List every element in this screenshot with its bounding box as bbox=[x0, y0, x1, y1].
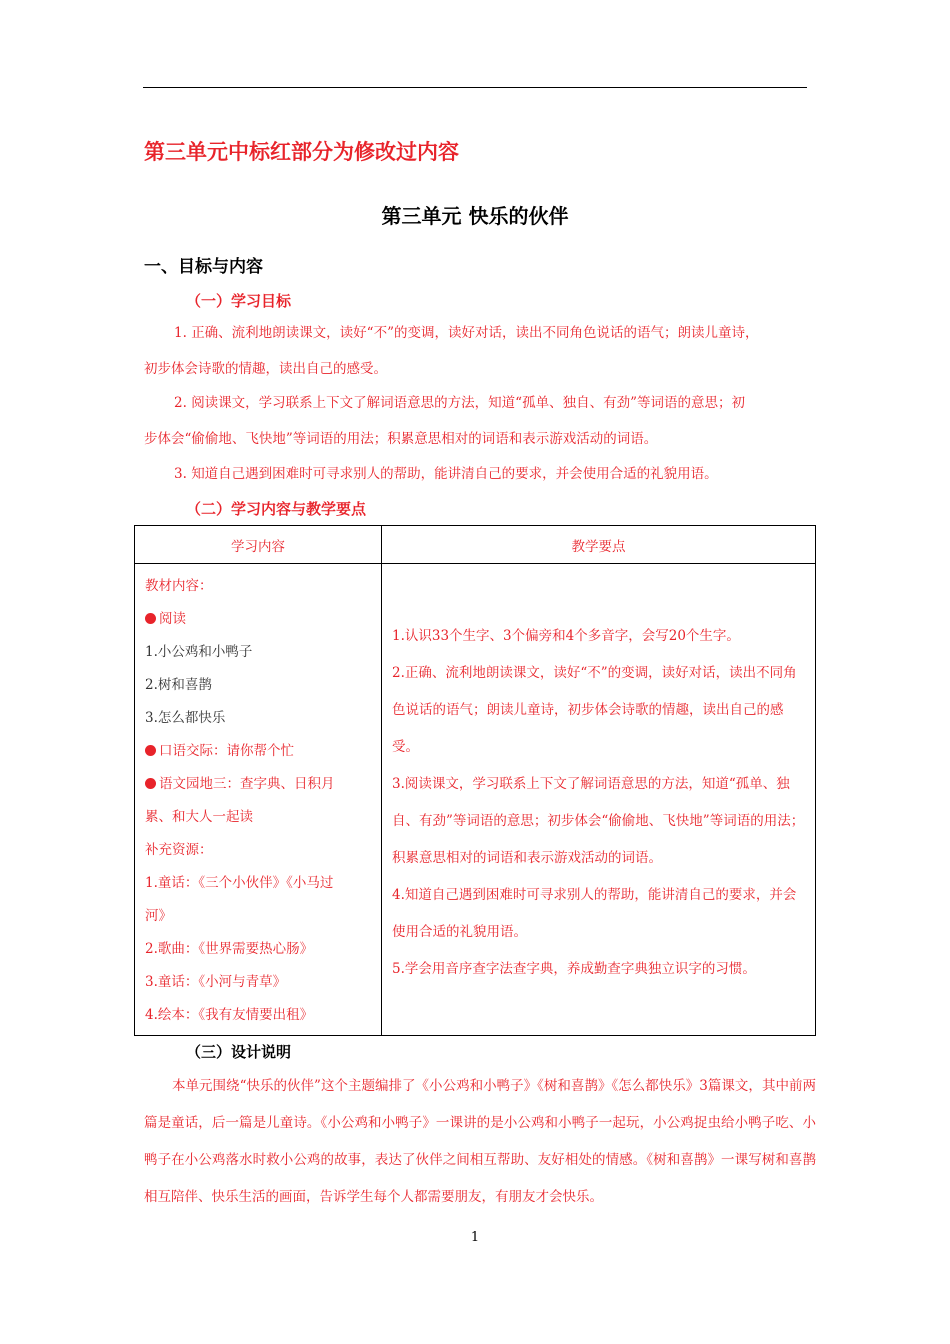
bullet-dot-icon bbox=[145, 778, 156, 789]
content-list bbox=[135, 564, 381, 1032]
list-item: 2.正确、流利地朗读课文，读好“不”的变调，读好对话，读出不同角色说话的语气；朗读儿童诗，初步体会诗歌的情趣，读出自己的感受。 bbox=[392, 665, 797, 755]
goal-1-line1: 正确、流利地朗读课文，读好“不”的变调，读好对话，读出不同角色说话的语气；朗读儿童诗， bbox=[191, 325, 759, 341]
list-item: 2.歌曲：《世界需要热心肠》 bbox=[145, 941, 314, 957]
supplement-label: 补充资源： bbox=[145, 842, 213, 858]
subheading-content-and-points: （二）学习内容与教学要点 bbox=[186, 500, 367, 518]
list-item: 1.认识33个生字、3个偏旁和4个多音字，会写20个生字。 bbox=[392, 628, 740, 644]
bullet-dot-icon bbox=[145, 745, 156, 756]
textbook-label: 教材内容： bbox=[145, 578, 213, 594]
table-row bbox=[135, 564, 816, 1036]
bullet-dot-icon bbox=[145, 613, 156, 624]
design-notes-paragraph: 本单元围绕“快乐的伙伴”这个主题编排了《小公鸡和小鸭子》《树和喜鹊》《怎么都快乐》3篇课文，其中前两篇是童话，后一篇是儿童诗。《小公鸡和小鸭子》一课讲的是小公鸡和小鸭子一起玩，小公鸡捉虫给小鸭子吃、小鸭子在小公鸡落水时救小公鸡的故事，表达了伙伴之间相互帮助、友好相处的情感。《树和喜鹊》一课写树和喜鹊相互陪伴、快乐生活的画面，告诉学生每个人都需要朋友，有朋友才会快乐。 bbox=[144, 1078, 816, 1205]
goal-3-line1: 知道自己遇到困难时可寻求别人的帮助，能讲清自己的要求，并会使用合适的礼貌用语。 bbox=[191, 466, 718, 482]
col-header-teaching-points: 教学要点 bbox=[382, 526, 816, 564]
goal-3-num: 3. bbox=[174, 466, 187, 482]
list-item: 4.知道自己遇到困难时可寻求别人的帮助，能讲清自己的要求，并会使用合适的礼貌用语。 bbox=[392, 887, 797, 940]
goal-2 bbox=[144, 385, 816, 457]
header-rule bbox=[143, 87, 807, 88]
goal-2-line2: 步体会“偷偷地、飞快地”等词语的用法；积累意思相对的词语和表示游戏活动的词语。 bbox=[144, 431, 658, 447]
list-item: 1.小公鸡和小鸭子 bbox=[145, 644, 253, 660]
list-item: 3.阅读课文，学习联系上下文了解词语意思的方法，知道“孤单、独自、有劲”等词语的意思；初步体会“偷偷地、飞快地”等词语的用法；积累意思相对的词语和表示游戏活动的词语。 bbox=[392, 776, 805, 866]
list-item: 2.树和喜鹊 bbox=[145, 677, 212, 693]
content-table bbox=[134, 525, 816, 1036]
list-item: 4.绘本：《我有友情要出租》 bbox=[145, 1007, 314, 1023]
section-heading-goals-content: 一、目标与内容 bbox=[144, 257, 263, 277]
page-number: 1 bbox=[470, 1230, 480, 1245]
list-item-oral: 口语交际：请你帮个忙 bbox=[145, 735, 371, 768]
goal-1-num: 1. bbox=[174, 325, 187, 341]
content-cell bbox=[135, 564, 382, 1036]
list-item-reading: 阅读 bbox=[145, 603, 371, 636]
list-item-garden: 语文园地三：查字典、日积月 bbox=[145, 768, 371, 801]
subheading-design-notes: （三）设计说明 bbox=[186, 1043, 292, 1061]
list-item: 3.怎么都快乐 bbox=[145, 710, 226, 726]
goal-1-line2: 初步体会诗歌的情趣，读出自己的感受。 bbox=[144, 361, 387, 377]
list-item: 河》 bbox=[145, 908, 172, 924]
revision-note: 第三单元中标红部分为修改过内容 bbox=[144, 140, 459, 164]
list-item-garden-cont: 累、和大人一起读 bbox=[145, 809, 253, 825]
goal-2-num: 2. bbox=[174, 395, 187, 411]
list-item: 1.童话：《三个小伙伴》《小马过 bbox=[145, 875, 334, 891]
subheading-learning-goals: （一）学习目标 bbox=[186, 292, 292, 310]
unit-title: 第三单元 快乐的伙伴 bbox=[381, 204, 569, 228]
list-item: 5.学会用音序查字法查字典，养成勤查字典独立识字的习惯。 bbox=[392, 961, 756, 977]
list-item: 3.童话：《小河与青草》 bbox=[145, 974, 287, 990]
goal-2-line1: 阅读课文，学习联系上下文了解词语意思的方法，知道“孤单、独自、有劲”等词语的意思；初 bbox=[191, 395, 745, 411]
table-header-row bbox=[135, 526, 816, 564]
goal-1 bbox=[144, 315, 816, 387]
teaching-points-cell bbox=[382, 564, 816, 1036]
col-header-content: 学习内容 bbox=[135, 526, 382, 564]
teaching-points-list bbox=[382, 564, 815, 988]
goal-3 bbox=[144, 456, 816, 492]
